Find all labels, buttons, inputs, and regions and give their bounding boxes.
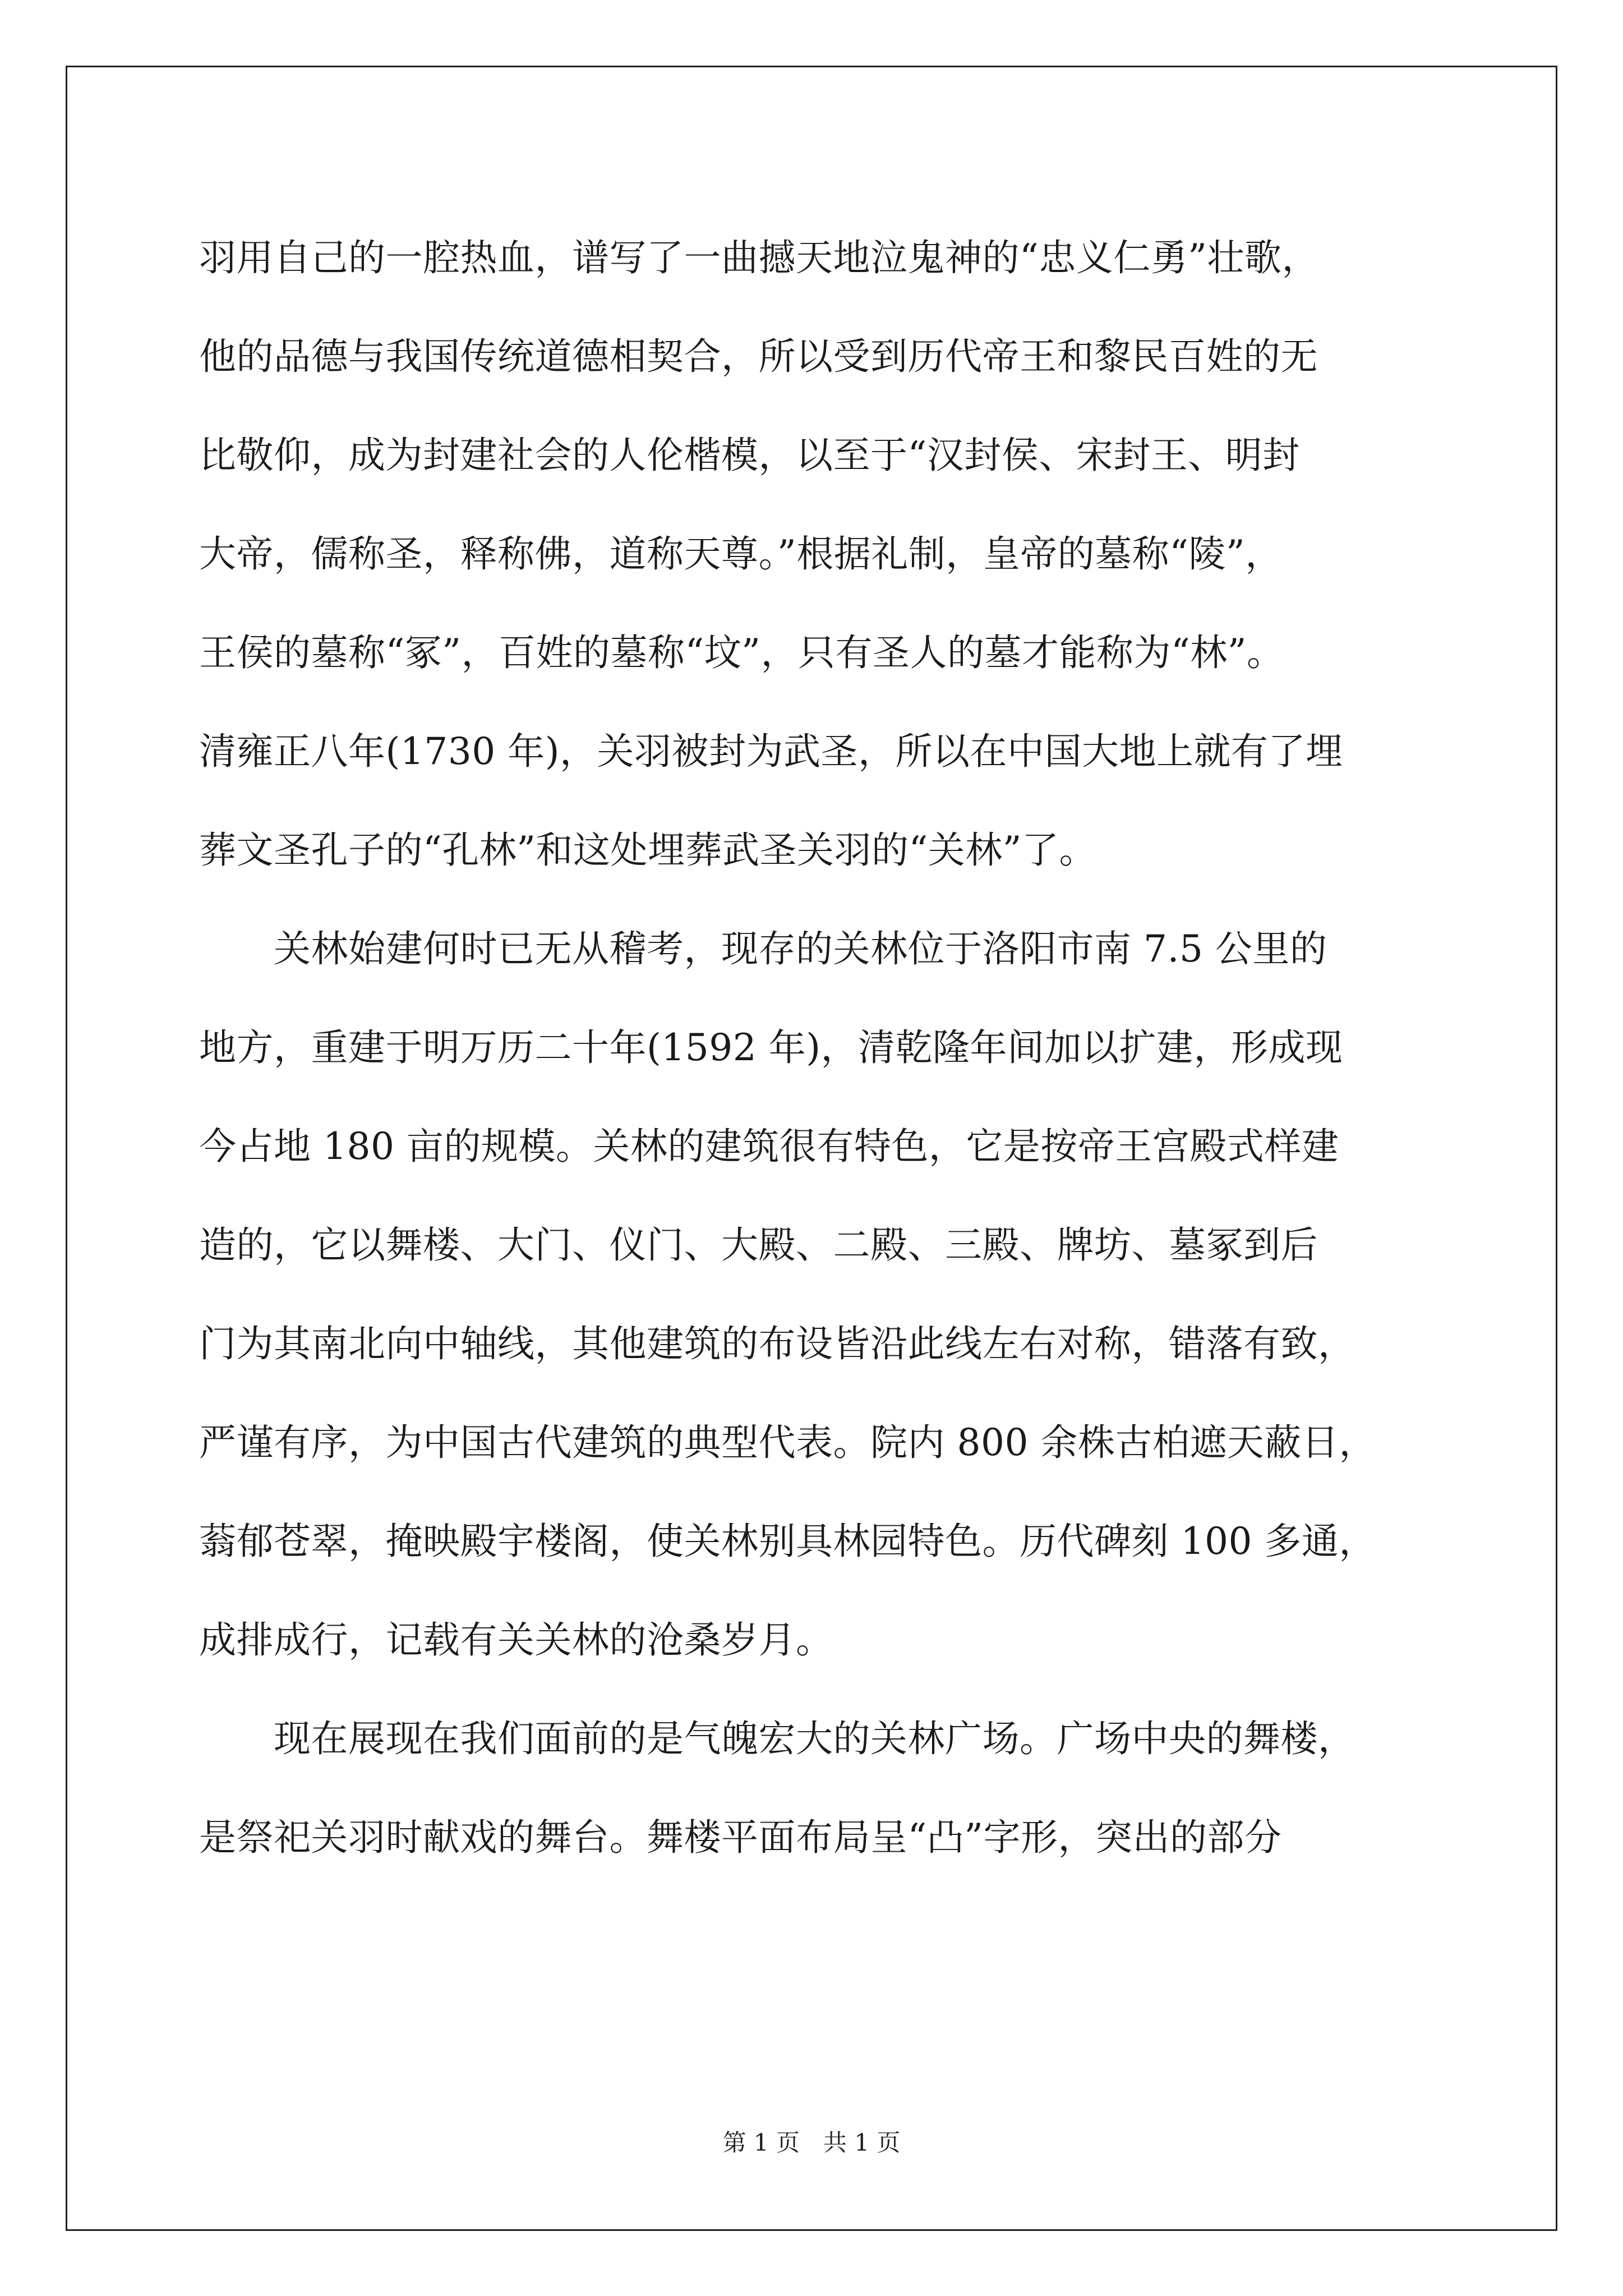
text-line: 比敬仰，成为封建社会的人伦楷模，以至于“汉封侯、宋封王、明封 (199, 434, 1300, 477)
text-line: 王侯的墓称“冢”，百姓的墓称“坟”，只有圣人的墓才能称为“林”。 (199, 631, 1284, 674)
text-line: 羽用自己的一腔热血，谱写了一曲撼天地泣鬼神的“忠义仁勇”壮歌， (199, 236, 1319, 279)
text-line: 造的，它以舞楼、大门、仪门、大殿、二殿、三殿、牌坊、墓冢到后 (199, 1223, 1318, 1267)
text-line: 大帝，儒称圣，释称佛，道称天尊。”根据礼制，皇帝的墓称“陵”， (199, 532, 1283, 576)
page-number-footer: 第 1 页 共 1 页 (722, 2129, 901, 2156)
text-line: 清雍正八年(1730 年)，关羽被封为武圣，所以在中国大地上就有了埋 (199, 730, 1343, 773)
text-line: 成排成行，记载有关关林的沧桑岁月。 (199, 1618, 833, 1662)
text-line: 门为其南北向中轴线，其他建筑的布设皆沿此线左右对称，错落有致， (199, 1322, 1355, 1365)
text-line: 关林始建何时已无从稽考，现存的关林位于洛阳市南 7.5 公里的 (199, 927, 1327, 970)
text-line: 今占地 180 亩的规模。关林的建筑很有特色，它是按帝王宫殿式样建 (199, 1125, 1339, 1168)
text-line: 地方，重建于明万历二十年(1592 年)，清乾隆年间加以扩建，形成现 (199, 1026, 1343, 1069)
text-line: 现在展现在我们面前的是气魄宏大的关林广场。广场中央的舞楼， (199, 1717, 1355, 1760)
body-text (199, 209, 1433, 1887)
text-line: 葬文圣孔子的“孔林”和这处埋葬武圣关羽的“关林”了。 (199, 829, 1096, 872)
text-line: 他的品德与我国传统道德相契合，所以受到历代帝王和黎民百姓的无 (199, 335, 1318, 378)
text-line: 蓊郁苍翠，掩映殿宇楼阁，使关林别具林园特色。历代碑刻 100 多通， (199, 1520, 1376, 1563)
text-line: 是祭祀关羽时献戏的舞台。舞楼平面布局呈“凸”字形，突出的部分 (199, 1816, 1282, 1859)
text-line: 严谨有序，为中国古代建筑的典型代表。院内 800 余株古柏遮天蔽日， (199, 1421, 1376, 1464)
